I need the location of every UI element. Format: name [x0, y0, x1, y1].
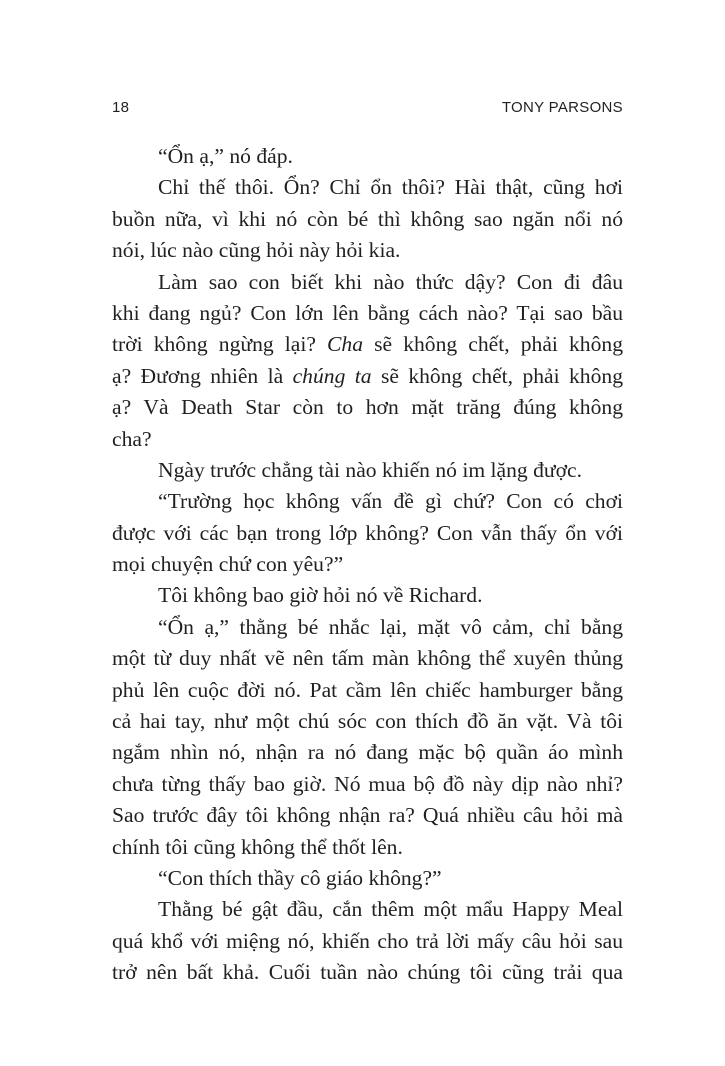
- text-segment: sẽ không chết, phải không: [363, 332, 623, 357]
- page-number: 18: [112, 99, 130, 116]
- text-line: ngắm nhìn nó, nhận ra nó đang mặc bộ quần áo mình: [112, 740, 623, 765]
- text-line: [112, 329, 623, 360]
- text-segment: sẽ không chết, phải không: [371, 363, 623, 388]
- text-line: được với các bạn trong lớp không? Con vẫn thấy ổn với: [112, 520, 623, 545]
- paragraph: [112, 172, 623, 266]
- text-line: Làm sao con biết khi nào thức dậy? Con đi đâu: [158, 269, 623, 294]
- paragraph: [112, 267, 623, 455]
- text-line: Thằng bé gật đầu, cắn thêm một mẩu Happy Meal: [158, 897, 623, 922]
- text-line: cả hai tay, như một chú sóc con thích đồ ăn vặt. Và tôi: [112, 709, 623, 734]
- text-line: “Ổn ạ,” nó đáp.: [158, 144, 293, 168]
- paragraph: [112, 141, 623, 172]
- text-segment: ạ? Đương nhiên là: [112, 363, 293, 388]
- body-text: [112, 141, 623, 989]
- text-segment: trời không ngừng lại?: [112, 332, 328, 357]
- text-line: “Con thích thầy cô giáo không?”: [158, 865, 442, 890]
- paragraph: [112, 612, 623, 863]
- italic-text: chúng ta: [292, 363, 372, 388]
- text-line: mọi chuyện chứ con yêu?”: [112, 552, 344, 577]
- text-line: khi đang ngủ? Con lớn lên bằng cách nào? Tại sao bầu: [112, 300, 623, 325]
- text-line: ạ? Và Death Star còn to hơn mặt trăng đúng không: [112, 395, 623, 420]
- text-line: Sao trước đây tôi không nhận ra? Quá nhiều câu hỏi mà: [112, 803, 623, 828]
- running-header-author: TONY PARSONS: [501, 99, 623, 116]
- text-line: Tôi không bao giờ hỏi nó về Richard.: [158, 583, 483, 608]
- text-line: buồn nữa, vì khi nó còn bé thì không sao ngăn nổi nó: [112, 206, 623, 231]
- text-line: trở nên bất khả. Cuối tuần nào chúng tôi cũng trải qua: [112, 960, 623, 985]
- paragraph: [112, 455, 623, 486]
- paragraph: [112, 486, 623, 580]
- text-line: chưa từng thấy bao giờ. Nó mua bộ đồ này dịp nào nhỉ?: [112, 771, 623, 796]
- text-line: Ngày trước chẳng tài nào khiến nó im lặng được.: [158, 457, 583, 482]
- text-line: nói, lúc nào cũng hỏi này hỏi kia.: [112, 238, 401, 263]
- paragraph: [112, 580, 623, 611]
- text-line: cha?: [112, 426, 152, 451]
- paragraph: [112, 863, 623, 894]
- text-line: “Trường học không vấn đề gì chứ? Con có chơi: [158, 489, 623, 514]
- text-line: một từ duy nhất vẽ nên tấm màn không thể xuyên thủng: [112, 646, 623, 671]
- text-line: phủ lên cuộc đời nó. Pat cầm lên chiếc hamburger bằng: [112, 677, 623, 702]
- text-line: quá khổ với miệng nó, khiến cho trả lời mấy câu hỏi sau: [112, 928, 623, 953]
- text-line: Chỉ thế thôi. Ổn? Chỉ ổn thôi? Hài thật, cũng hơi: [158, 175, 623, 200]
- text-line: “Ổn ạ,” thằng bé nhắc lại, mặt vô cảm, chỉ bằng: [158, 614, 623, 639]
- paragraph: [112, 894, 623, 988]
- text-line: chính tôi cũng không thể thốt lên.: [112, 834, 403, 859]
- text-line: [112, 361, 623, 392]
- italic-text: Cha: [327, 332, 364, 357]
